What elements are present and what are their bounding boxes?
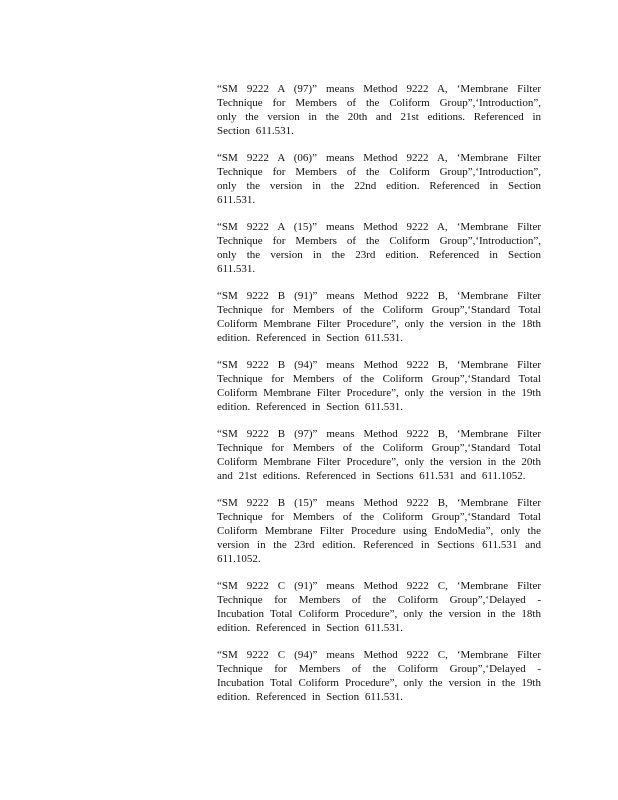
definition-sm-9222-b-97: “SM 9222 B (97)” means Method 9222 B, ‘Membrane Filter Technique for Members of the Coliform Group”,‘Standard Total Coliform Membrane Filter Procedure”, only the version in the 20th and 21st editions. Referenced in Sections 611.531 and 611.1052. (217, 428, 541, 482)
definition-sm-9222-b-15: “SM 9222 B (15)” means Method 9222 B, ‘Membrane Filter Technique for Members of the Coliform Group”,‘Standard Total Coliform Membrane Filter Procedure using EndoMedia”, only the version in the 23rd edition. Referenced in Sections 611.531 and 611.1052. (217, 497, 541, 565)
definition-sm-9222-a-97: “SM 9222 A (97)” means Method 9222 A, ‘Membrane Filter Technique for Members of the Coliform Group”,‘Introduction”, only the version in the 20th and 21st editions. Referenced in Section 611.531. (217, 83, 541, 137)
definitions-list (217, 82, 541, 717)
definition-sm-9222-a-06: “SM 9222 A (06)” means Method 9222 A, ‘Membrane Filter Technique for Members of the Coliform Group”,‘Introduction”, only the version in the 22nd edition. Referenced in Section 611.531. (217, 152, 541, 206)
definition-sm-9222-a-15: “SM 9222 A (15)” means Method 9222 A, ‘Membrane Filter Technique for Members of the Coliform Group”,‘Introduction”, only the version in the 23rd edition. Referenced in Section 611.531. (217, 221, 541, 275)
definition-sm-9222-c-94: “SM 9222 C (94)” means Method 9222 C, ‘Membrane Filter Technique for Members of the Coliform Group”,‘Delayed - Incubation Total Coliform Procedure”, only the version in the 19th edition. Referenced in Section 611.531. (217, 649, 541, 703)
definition-sm-9222-c-91: “SM 9222 C (91)” means Method 9222 C, ‘Membrane Filter Technique for Members of the Coliform Group”,‘Delayed - Incubation Total Coliform Procedure”, only the version in the 18th edition. Referenced in Section 611.531. (217, 580, 541, 634)
definition-sm-9222-b-94: “SM 9222 B (94)” means Method 9222 B, ‘Membrane Filter Technique for Members of the Coliform Group”,‘Standard Total Coliform Membrane Filter Procedure”, only the version in the 19th edition. Referenced in Section 611.531. (217, 359, 541, 413)
definition-sm-9222-b-91: “SM 9222 B (91)” means Method 9222 B, ‘Membrane Filter Technique for Members of the Coliform Group”,‘Standard Total Coliform Membrane Filter Procedure”, only the version in the 18th edition. Referenced in Section 611.531. (217, 290, 541, 344)
